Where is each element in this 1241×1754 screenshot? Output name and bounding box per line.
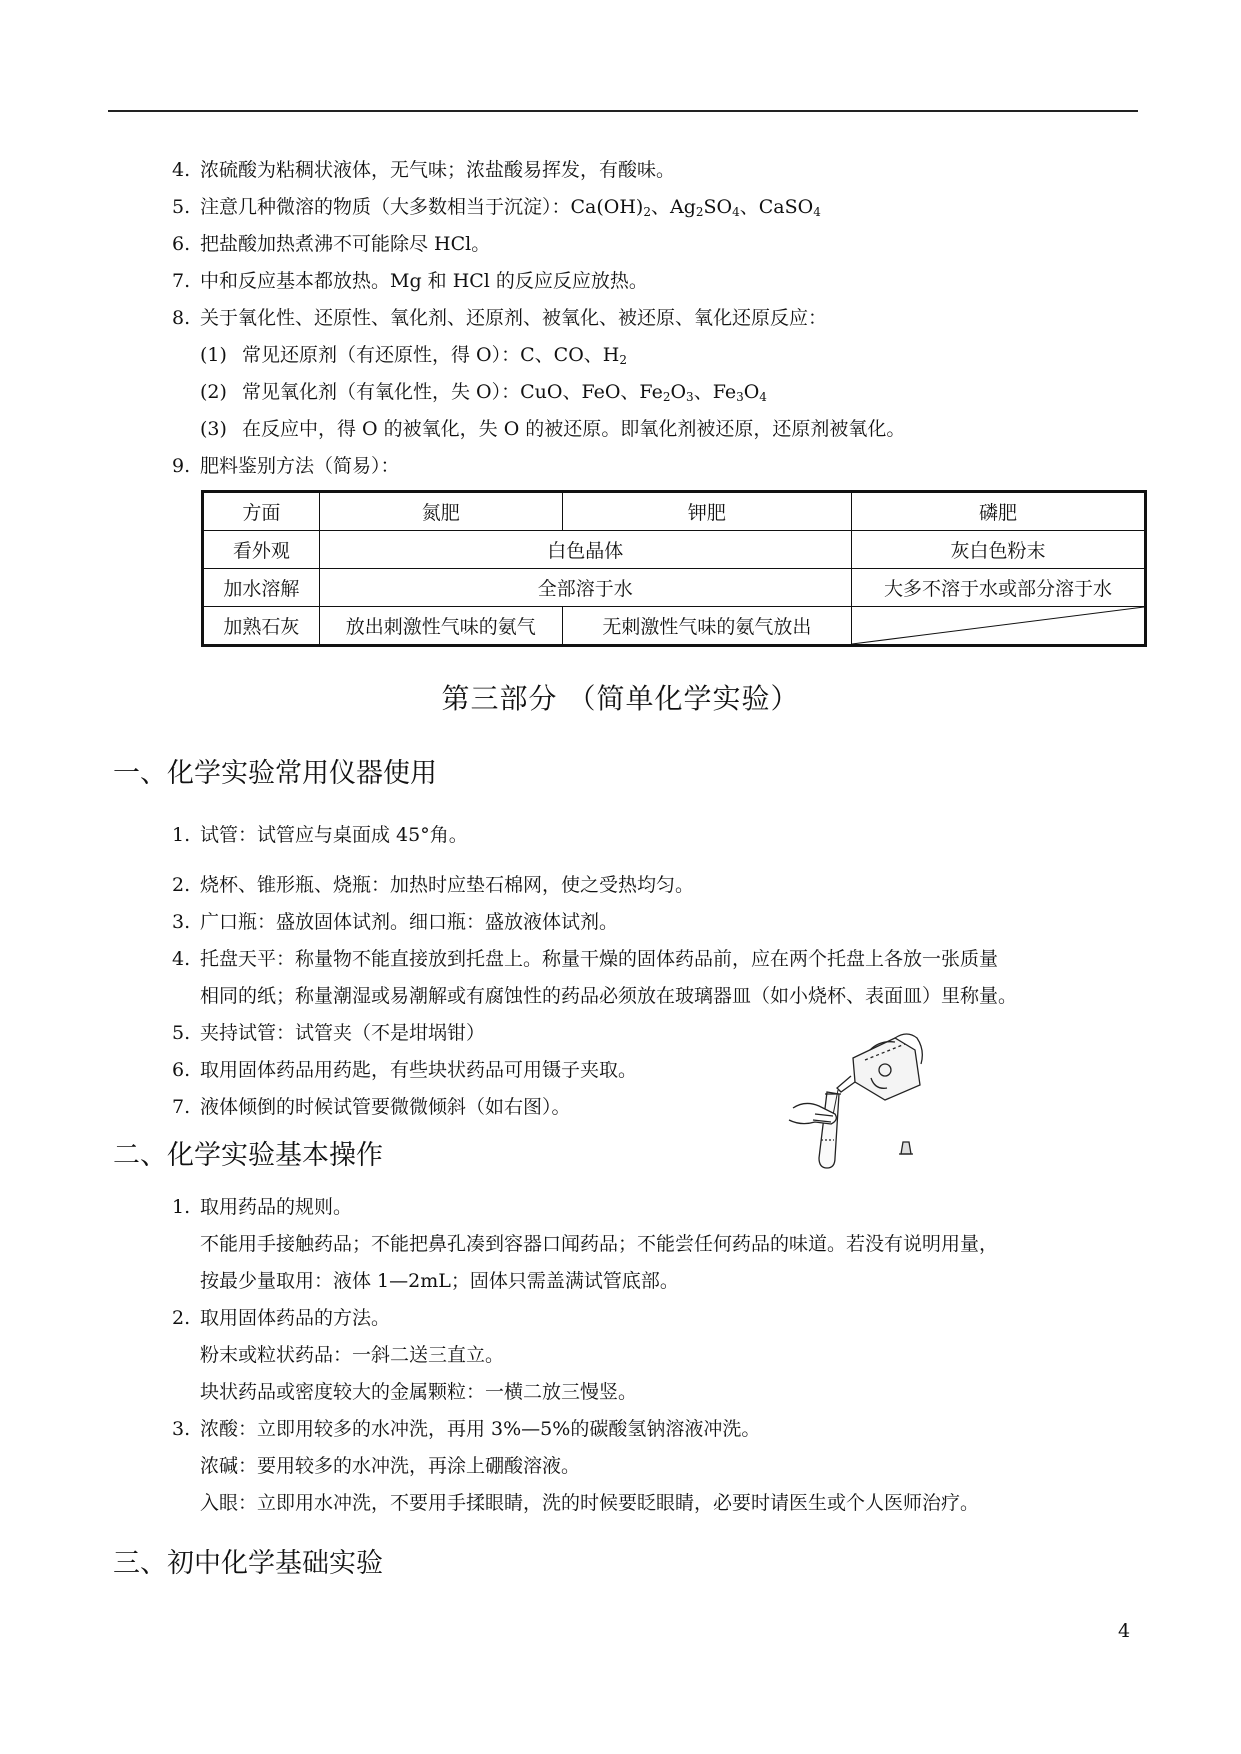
list-item: 2. 取用固体药品的方法。 xyxy=(172,1307,391,1329)
table-row xyxy=(203,607,1146,646)
table-cell: 全部溶于水 xyxy=(319,569,851,607)
page-number: 4 xyxy=(1118,1620,1131,1642)
table-header: 氮肥 xyxy=(319,492,562,531)
subitem-3: (3) 在反应中，得 O 的被氧化，失 O 的被还原。即氧化剂被还原，还原剂被氧化。 xyxy=(200,418,906,440)
list-item: 4. 托盘天平：称量物不能直接放到托盘上。称量干燥的固体药品前，应在两个托盘上各放一张质量 xyxy=(172,948,999,970)
diagonal-empty-cell xyxy=(851,607,1145,646)
section-2-title: 二、化学实验基本操作 xyxy=(113,1140,383,1171)
table-cell: 白色晶体 xyxy=(319,531,851,569)
table-cell: 加水溶解 xyxy=(203,569,320,607)
table-header: 钾肥 xyxy=(562,492,851,531)
table-row xyxy=(203,569,1146,607)
table-header-row xyxy=(203,492,1146,531)
subitem-2: (2) 常见氧化剂（有氧化性，失 O）：CuO、FeO、$Fe_2O_3$、$Fe_3O_4$ xyxy=(200,381,767,404)
list-item: 1. 试管：试管应与桌面成 45°角。 xyxy=(172,824,468,846)
item-9: 9. 肥料鉴别方法（简易）： xyxy=(172,455,400,477)
table-header: 磷肥 xyxy=(851,492,1145,531)
list-item-text: 入眼：立即用水冲洗，不要用手揉眼睛，洗的时候要眨眼睛，必要时请医生或个人医师治疗。 xyxy=(200,1492,980,1514)
table-cell: 加熟石灰 xyxy=(203,607,320,646)
table-cell: 无刺激性气味的氨气放出 xyxy=(562,607,851,646)
section-3-title: 三、初中化学基础实验 xyxy=(113,1548,383,1579)
header-rule xyxy=(108,110,1138,112)
item-6: 6. 把盐酸加热煮沸不可能除尽 HCl。 xyxy=(172,233,491,255)
list-item-text: 不能用手接触药品；不能把鼻孔凑到容器口闻药品；不能尝任何药品的味道。若没有说明用量， xyxy=(200,1233,999,1255)
item-8: 8. 关于氧化性、还原性、氧化剂、还原剂、被氧化、被还原、氧化还原反应： xyxy=(172,307,828,329)
table-cell: 灰白色粉末 xyxy=(851,531,1145,569)
list-item-text: 块状药品或密度较大的金属颗粒：一横二放三慢竖。 xyxy=(200,1381,638,1403)
list-item-text: 按最少量取用：液体 1—2mL；固体只需盖满试管底部。 xyxy=(200,1270,679,1292)
list-item-text: 浓碱：要用较多的水冲洗，再涂上硼酸溶液。 xyxy=(200,1455,581,1477)
table-cell: 看外观 xyxy=(203,531,320,569)
part-title: 第三部分 （简单化学实验） xyxy=(441,682,800,715)
list-item: 6. 取用固体药品用药匙，有些块状药品可用镊子夹取。 xyxy=(172,1059,638,1081)
section-1-title: 一、化学实验常用仪器使用 xyxy=(113,758,437,789)
subitem-1: (1) 常见还原剂（有还原性，得 O）：C、CO、$H_2$ xyxy=(200,344,627,367)
list-item-continuation: 相同的纸；称量潮湿或易潮解或有腐蚀性的药品必须放在玻璃器皿（如小烧杯、表面皿）里称量。 xyxy=(200,985,1018,1007)
list-item: 5. 夹持试管：试管夹（不是坩埚钳） xyxy=(172,1022,486,1044)
list-item: 2. 烧杯、锥形瓶、烧瓶：加热时应垫石棉网，使之受热均匀。 xyxy=(172,874,695,896)
table-header: 方面 xyxy=(203,492,320,531)
list-item: 7. 液体倾倒的时候试管要微微倾斜（如右图）。 xyxy=(172,1096,571,1118)
table-cell: 放出刺激性气味的氨气 xyxy=(319,607,562,646)
list-item: 3. 浓酸：立即用较多的水冲洗，再用 3%—5%的碳酸氢钠溶液冲洗。 xyxy=(172,1418,761,1440)
pouring-liquid-illustration xyxy=(775,1030,925,1175)
item-4: 4. 浓硫酸为粘稠状液体，无气味；浓盐酸易挥发，有酸味。 xyxy=(172,159,676,181)
item-5: 5. 注意几种微溶的物质（大多数相当于沉淀）：$Ca(OH)_2$、$Ag_2SO_4$、CaSO$_4$ xyxy=(172,196,821,219)
list-item-text: 粉末或粒状药品：一斜二送三直立。 xyxy=(200,1344,505,1366)
list-item: 1. 取用药品的规则。 xyxy=(172,1196,353,1218)
fertilizer-table xyxy=(201,490,1147,647)
list-item: 3. 广口瓶：盛放固体试剂。细口瓶：盛放液体试剂。 xyxy=(172,911,619,933)
diagonal-line xyxy=(852,607,1144,644)
item-7: 7. 中和反应基本都放热。Mg 和 HCl 的反应反应放热。 xyxy=(172,270,648,292)
table-cell: 大多不溶于水或部分溶于水 xyxy=(851,569,1145,607)
table-row xyxy=(203,531,1146,569)
